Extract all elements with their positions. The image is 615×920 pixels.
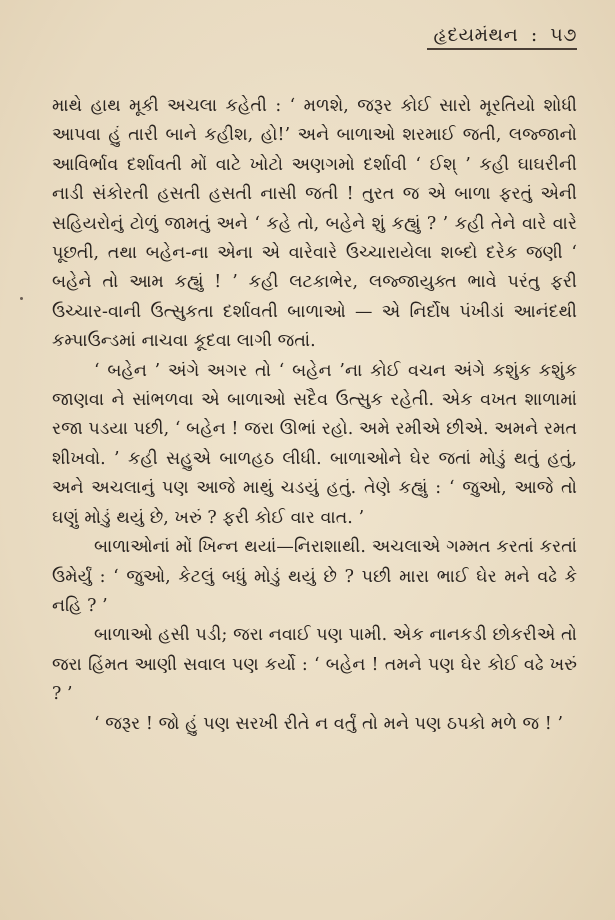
paragraph-2: ‘ બહેન ’ અંગે અગર તો ‘ બહેન ’ના કોઈ વચન અંગે કશુંક કશુંક જાણવા ને સાંભળવા એ બાળાઓ સદૈવ ઉત્સુક રહેતી. એક વખત શાળામાં રજા પડયા પછી, ‘ બહેન ! જરા ઊભાં રહો. અમે રમીએ છીએ. અમને રમત શીખવો. ’ કહી સહુએ બાળહઠ લીધી. બાળાઓને ઘેર જતાં મોડું થતું હતું, અને અચલાનું પણ આજે માથું ચડયું હતું. તેણે કહ્યું : ‘ જુઓ, આજે તો ઘણું મોડું થયું છે, ખરું ? ફરી કોઈ વાર વાત. ’ — [52, 360, 577, 528]
body-text — [52, 92, 577, 739]
paragraph-5: ‘ જરૂર ! જો હું પણ સરખી રીતે ન વર્તું તો મને પણ ઠપકો મળે જ ! ’ — [94, 713, 564, 734]
paragraph-1: માથે હાથ મૂકી અચલા કહેતી : ‘ મળશે, જરૂર કોઈ સારો મૂરતિયો શોધી આપવા હું તારી બાને કહીશ, હો!’ અને બાળાઓ શરમાઈ જતી, લજ્જાનો આવિર્ભાવ દર્શાવતી મોં વાટે ખોટો અણગમો દર્શાવી ‘ ઈશ્ ’ કહી ઘાઘરીની નાડી સંકોરતી હસતી હસતી નાસી જતી ! તુરત જ એ બાળા ફરતું એની સહિયરોનું ટોળું જામતું અને ‘ કહે તો, બહેને શું કહ્યું ? ’ કહી તેને વારે વારે પૂછતી, તથા બહેન-ના એના એ વારેવારે ઉચ્ચારાયેલા શબ્દો દરેક જણી ‘ બહેને તો આમ કહ્યું ! ’ કહી લટકાભેર, લજ્જાયુક્ત ભાવે પરંતુ ફરી ઉચ્ચાર-વાની ઉત્સુકતા દર્શાવતી બાળાઓ — એ નિર્દોષ પંખીડાં આનંદથી કમ્પાઉન્ડમાં નાચવા કૂદવા લાગી જતાં. — [52, 96, 577, 352]
header-title: હૃદયમંથન — [433, 24, 519, 46]
paragraph-4: બાળાઓ હસી પડી; જરા નવાઈ પણ પામી. એક નાનકડી છોકરીએ તો જરા હિંમત આણી સવાલ પણ કર્યો : ‘ બહેન ! તમને પણ ઘેર કોઈ વઢે ખરું ? ’ — [52, 625, 577, 705]
running-header — [52, 24, 577, 70]
page-number: ૫૭ — [550, 24, 577, 46]
header-separator: : — [530, 24, 538, 46]
header-title-block — [427, 24, 577, 50]
paragraph-3: બાળાઓનાં મોં ખિન્ન થયાં—નિરાશાથી. અચલાએ ગમ્મત કરતાં કરતાં ઉમેર્યું : ‘ જુઓ, કેટલું બધું મોડું થયું છે ? પછી મારા ભાઈ ઘેર મને વઢે કે નહિ ? ’ — [52, 537, 577, 616]
margin-speck — [20, 297, 23, 300]
